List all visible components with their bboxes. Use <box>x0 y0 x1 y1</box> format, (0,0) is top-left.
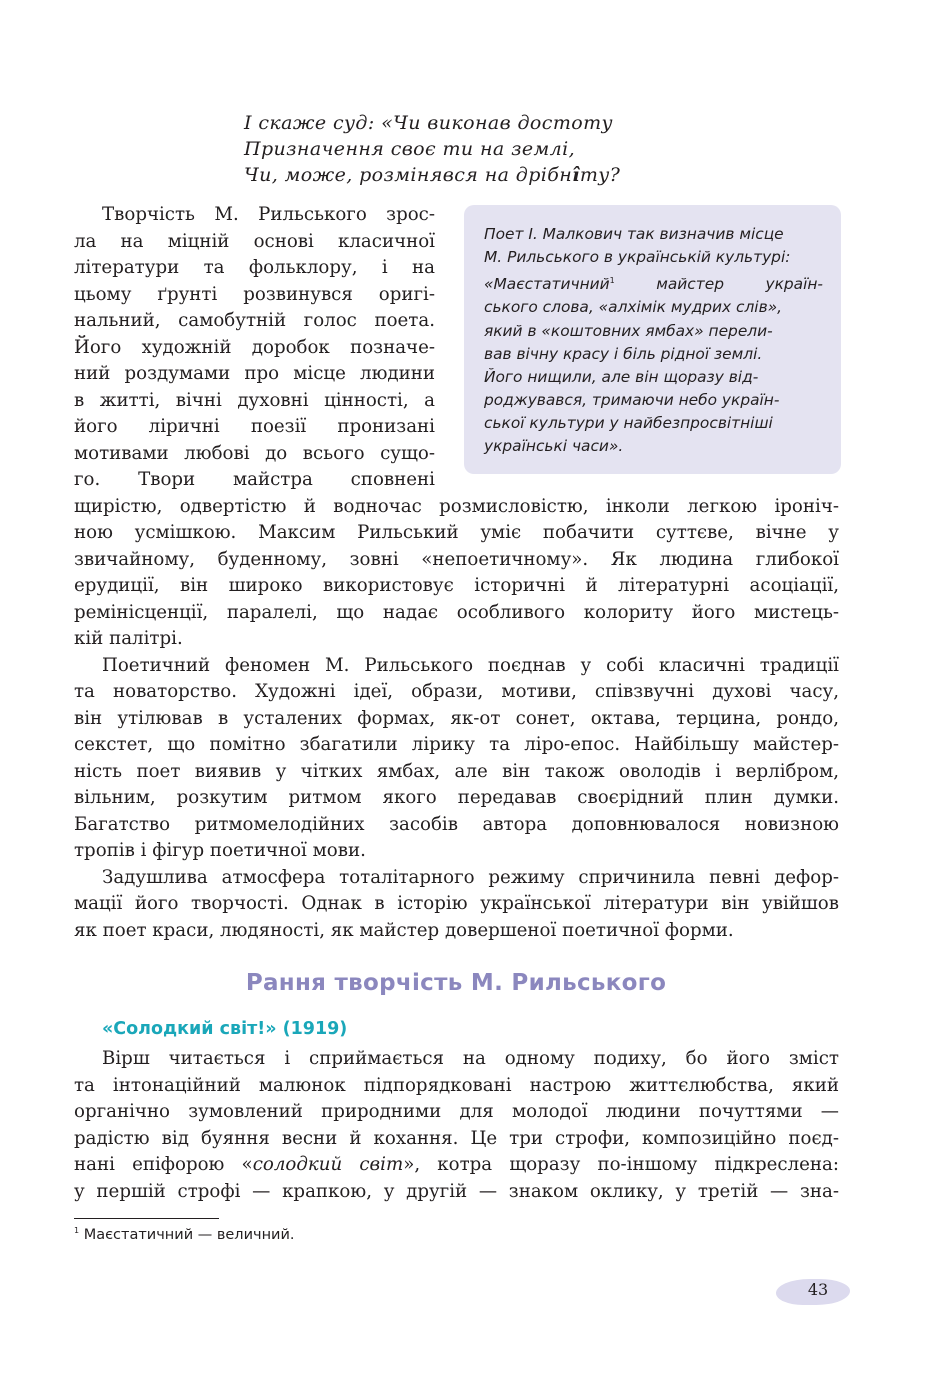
text-line: ремінісценції, паралелі, що надає особливого колориту його мистець- <box>74 601 839 623</box>
poem-accent-letter: î <box>572 164 580 186</box>
text-line: звичайному, буденному, зовні «непоетичному». Як людина глибокої <box>74 548 839 570</box>
text-line: Вірш читається і сприймається на одному подиху, бо його зміст <box>102 1048 839 1069</box>
text-line: вільним, розкутим ритмом якого передавав своєрідний плин думки. <box>74 787 839 808</box>
text-line: у першій строфі — крапкою, у другій — знаком оклику, у третій — зна- <box>74 1180 839 1202</box>
sidebar-line: Його нищили, але він щоразу від- <box>484 367 759 386</box>
text-line: го. Твори майстра сповнені <box>74 469 435 490</box>
poem-line: І скаже суд: «Чи виконав достоту <box>244 112 613 134</box>
text-line: мації його творчості. Однак в історію української літератури він увійшов <box>74 893 839 914</box>
footnote <box>74 1226 295 1243</box>
sidebar-line: Поет І. Малкович так визначив місце <box>484 225 784 243</box>
text-line: ла на міцній основі класичної <box>74 230 435 252</box>
sidebar-line: «Маєстатичний$^1$ майстер україн- <box>484 275 823 294</box>
text-line: щирістю, одвертістю й водночас розмисловістю, інколи легкою іроніч- <box>74 495 839 517</box>
text-line: мотивами любові до всього сущо- <box>74 442 435 464</box>
paragraph-1-wrapped <box>74 202 435 494</box>
sidebar-line: ського слова, «алхімік мудрих слів», <box>484 298 783 317</box>
poem-line: Чи, може, розмінявся на дрібнîту? <box>244 164 621 186</box>
sidebar-line: вав вічну красу і біль рідної землі. <box>484 344 763 363</box>
sidebar-line: українські часи». <box>484 436 624 455</box>
text-line: Його художній доробок позначе- <box>74 336 435 358</box>
text-line: його ліричні поезії пронизані <box>74 416 435 437</box>
italic-phrase: солодкий світ <box>252 1154 404 1175</box>
quote-sidebar <box>464 205 841 474</box>
text-line: ерудиції, він широко використовує історичні й літературні асоціації, <box>74 575 839 596</box>
section-title: Рання творчість М. Рильського <box>245 970 667 996</box>
sidebar-line: ської культури у найбезпросвітніші <box>484 413 773 432</box>
text-line: кій палітрі. <box>74 628 183 649</box>
text-line: Багатство ритмомелодійних засобів автора доповнювалося новизною <box>74 813 839 835</box>
poem-line: Призначення своє ти на землі, <box>244 138 576 160</box>
text-line: в житті, вічні духовні цінності, а <box>74 389 435 411</box>
sidebar-line: який в «коштовних ямбах» перели- <box>484 321 773 340</box>
footnote-marker: 1 <box>609 276 615 286</box>
text-line: ною усмішкою. Максим Рильський уміє побачити суттєве, вічне у <box>74 522 839 543</box>
text-line: він утілював в усталених формах, як-от сонет, октава, терцина, рондо, <box>74 707 839 729</box>
text-line: нальний, самобутній голос поета. <box>74 310 435 331</box>
text-line: органічно зумовлений природними для молодої людини почуттями — <box>74 1101 839 1122</box>
text-line: Творчість М. Рильського зрос- <box>102 204 435 225</box>
text-line: секстет, що помітно збагатили лірику та ліро-епос. Найбільшу майстер- <box>74 734 839 755</box>
text-line: ний роздумами про місце людини <box>74 363 435 384</box>
paragraph-2 <box>74 653 839 865</box>
text-line: нані епіфорою «солодкий світ», котра щоразу по-іншому підкреслена: <box>74 1154 839 1175</box>
text-line: літератури та фольклору, і на <box>74 257 435 278</box>
paragraph-4 <box>74 1046 839 1205</box>
page-number: 43 <box>807 1280 829 1299</box>
poem-subtitle: «Солодкий світ!» (1919) <box>102 1019 348 1039</box>
footnote-number: 1 <box>74 1226 80 1235</box>
sidebar-line: М. Рильського в українській культурі: <box>484 248 791 267</box>
text-line: Поетичний феномен М. Рильського поєднав у собі класичні традиції <box>102 654 839 676</box>
paragraph-3 <box>74 865 839 945</box>
sidebar-line: роджувався, тримаючи небо україн- <box>484 390 780 409</box>
text-line: та новаторство. Художні ідеї, образи, мотиви, співзвучні духові часу, <box>74 681 839 702</box>
text-line: цьому ґрунті розвинувся оригі- <box>74 283 435 305</box>
text-line: та інтонаційний малюнок підпорядковані настрою життєлюбства, який <box>74 1074 839 1096</box>
text-line: тропів і фігур поетичної мови. <box>74 840 366 861</box>
footnote-divider <box>74 1218 219 1219</box>
text-line: ність поет виявив у чітких ямбах, але він також оволодів і верлібром, <box>74 760 839 782</box>
text-line: радістю від буяння весни й кохання. Це три строфи, композиційно поєд- <box>74 1127 839 1149</box>
text-line: як поет краси, людяності, як майстер довершеної поетичної форми. <box>74 919 734 941</box>
epigraph-poem <box>244 110 620 188</box>
paragraph-1-full <box>74 494 839 653</box>
text-line: Задушлива атмосфера тоталітарного режиму спричинила певні дефор- <box>102 866 839 888</box>
footnote-text: Маєстатичний — величний. <box>79 1226 295 1243</box>
